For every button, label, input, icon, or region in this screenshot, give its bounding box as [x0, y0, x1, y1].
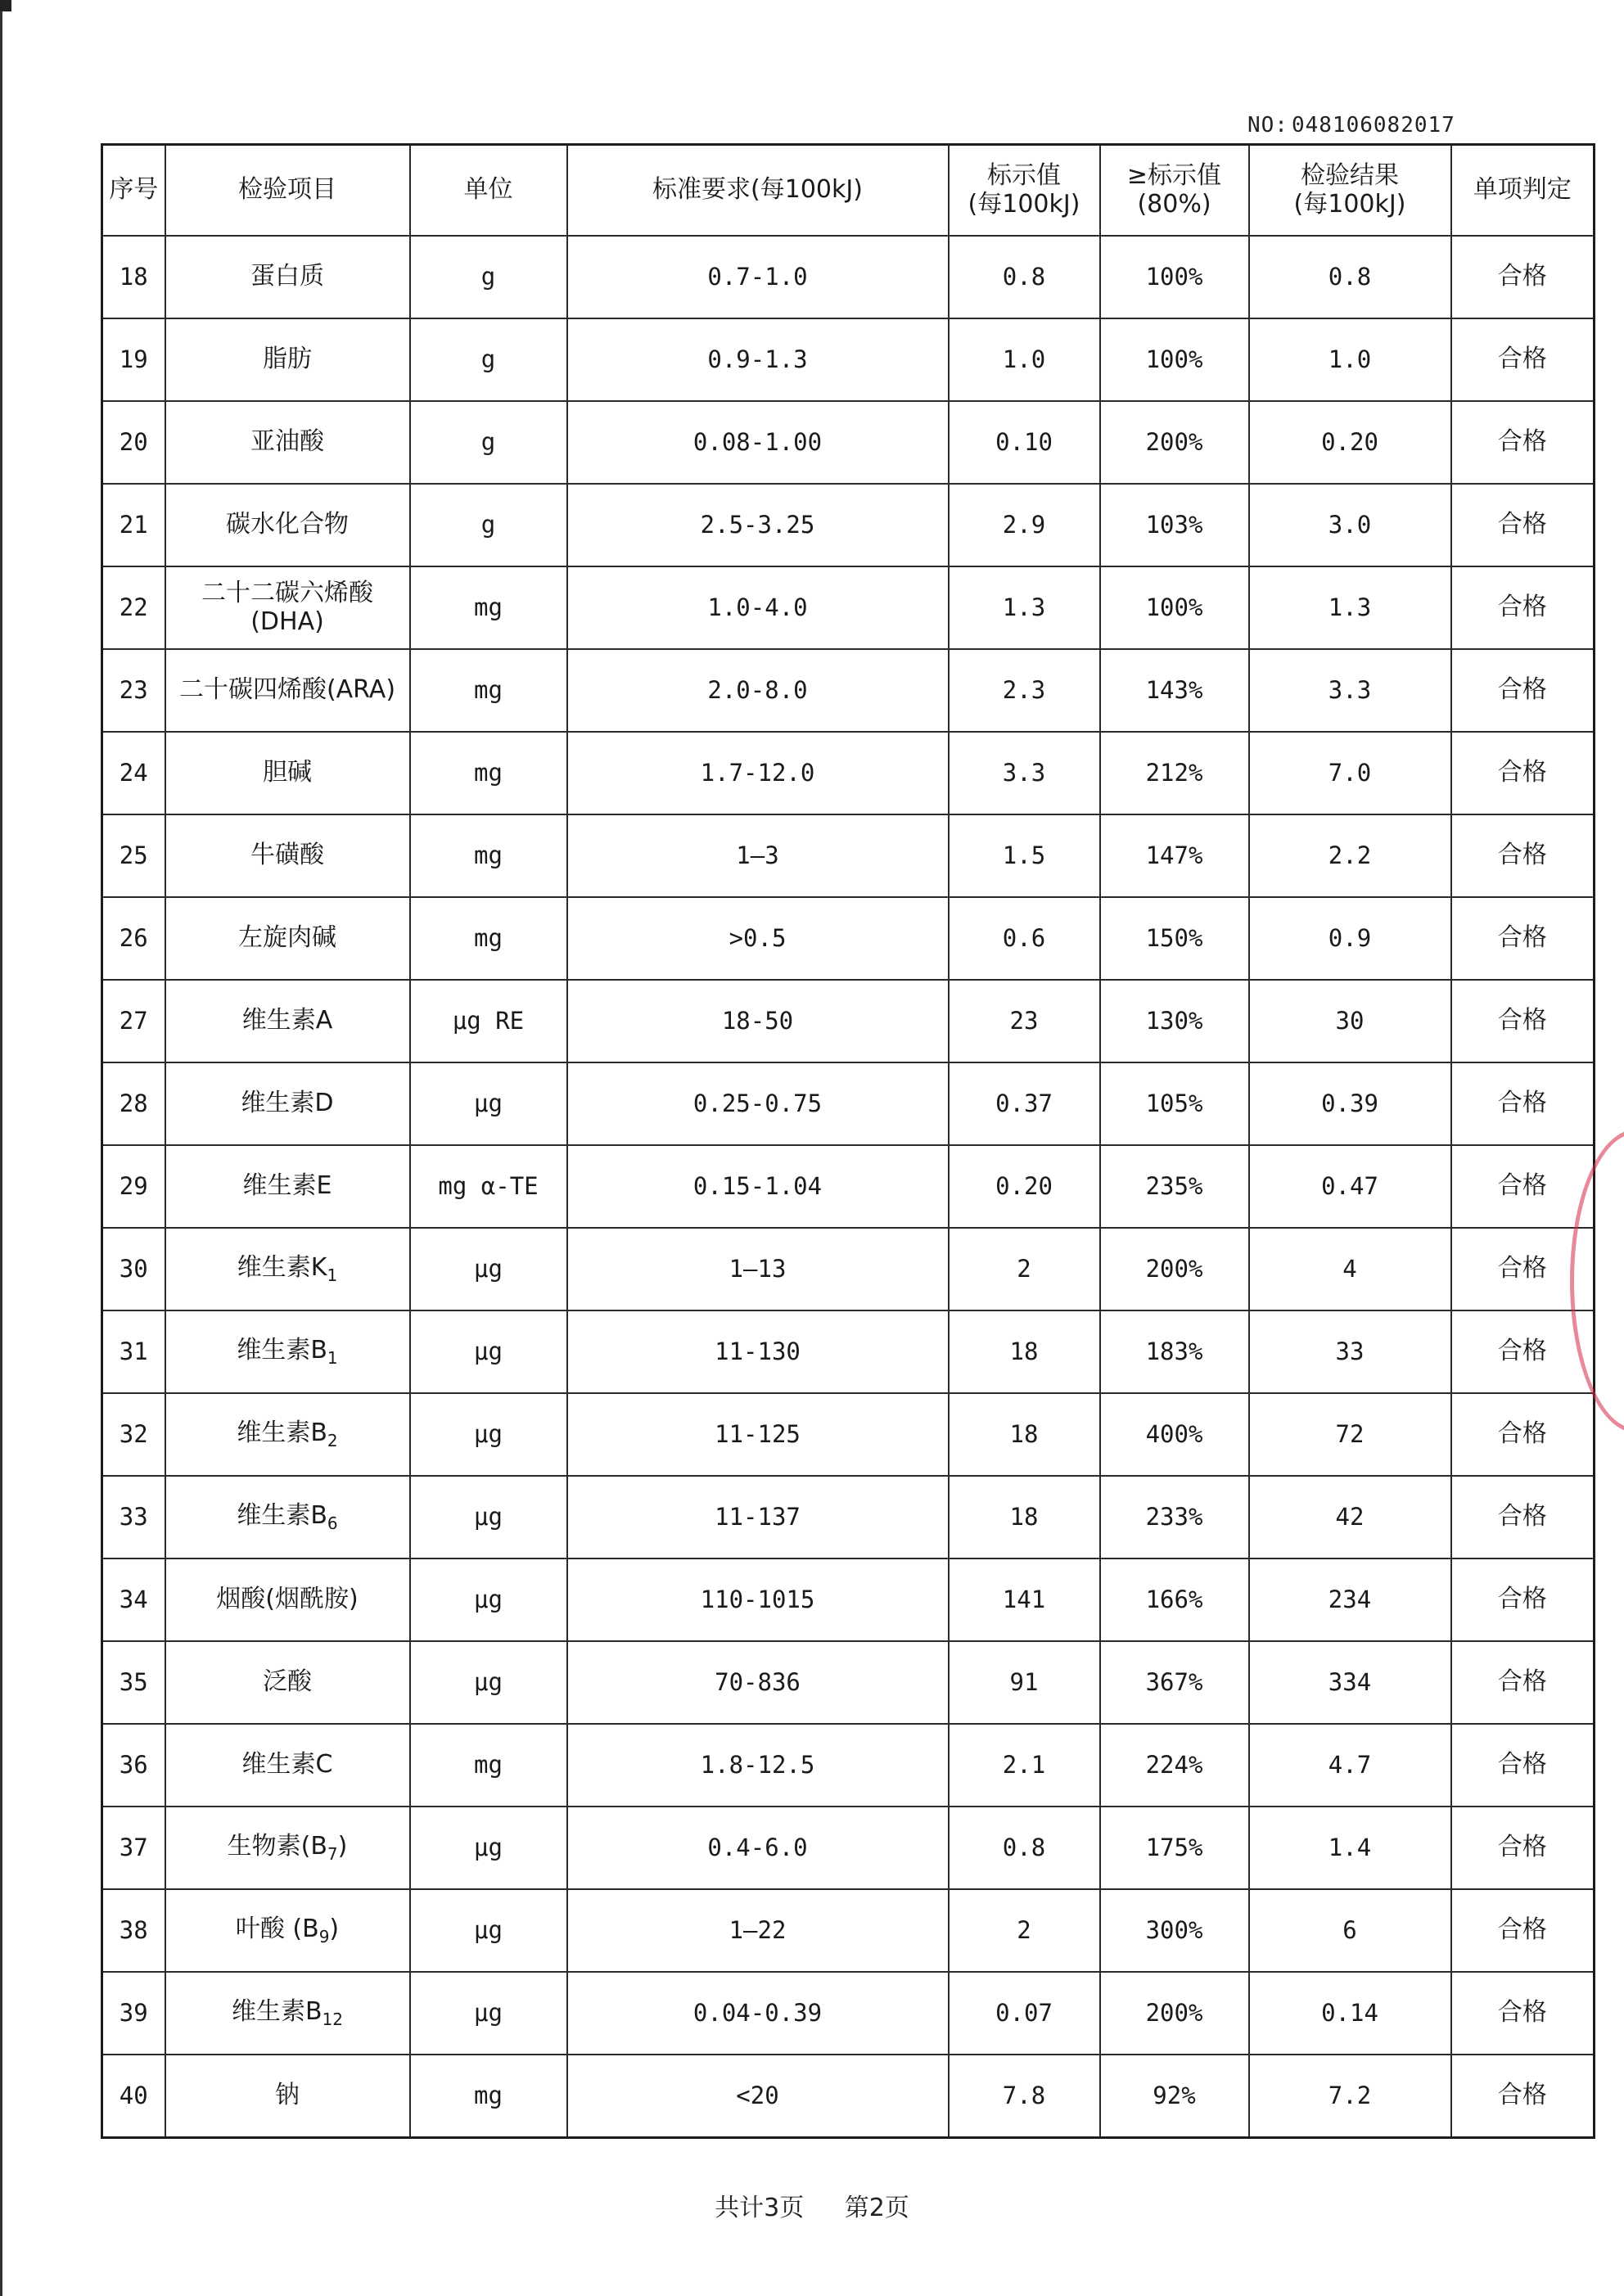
cell-verdict: 合格 — [1451, 236, 1595, 318]
footer-current-page: 第2页 — [844, 2194, 909, 2222]
cell-item — [165, 1558, 410, 1641]
cell-ratio: 200% — [1100, 1228, 1249, 1310]
cell-verdict: 合格 — [1451, 401, 1595, 484]
cell-unit: mg — [410, 566, 567, 649]
cell-result: 234 — [1249, 1558, 1451, 1641]
cell-result: 4.7 — [1249, 1724, 1451, 1807]
cell-index: 28 — [102, 1062, 165, 1145]
cell-item — [165, 980, 410, 1062]
cell-verdict: 合格 — [1451, 1641, 1595, 1724]
cell-result: 42 — [1249, 1476, 1451, 1558]
report-number — [1247, 113, 1455, 138]
item-name: 二十碳四烯酸(ARA) — [178, 675, 396, 705]
cell-item — [165, 649, 410, 732]
cell-verdict: 合格 — [1451, 1889, 1595, 1972]
cell-index: 31 — [102, 1310, 165, 1393]
cell-verdict: 合格 — [1451, 1807, 1595, 1889]
cell-unit: μg — [410, 1310, 567, 1393]
table-row — [102, 1393, 1595, 1476]
cell-labeled-value: 0.37 — [949, 1062, 1100, 1145]
cell-verdict: 合格 — [1451, 897, 1595, 980]
header-labeled-value-line1: 标示值 — [987, 161, 1061, 190]
cell-verdict: 合格 — [1451, 1724, 1595, 1807]
cell-standard: 0.4-6.0 — [567, 1807, 949, 1889]
table-row — [102, 1889, 1595, 1972]
cell-result: 2.2 — [1249, 814, 1451, 897]
cell-index: 27 — [102, 980, 165, 1062]
cell-labeled-value: 0.10 — [949, 401, 1100, 484]
cell-item — [165, 401, 410, 484]
cell-result: 33 — [1249, 1310, 1451, 1393]
cell-item — [165, 2055, 410, 2138]
cell-ratio: 100% — [1100, 318, 1249, 401]
footer-total-pages: 共计3页 — [715, 2194, 805, 2222]
cell-ratio: 367% — [1100, 1641, 1249, 1724]
page-left-edge — [0, 0, 2, 2296]
cell-result: 72 — [1249, 1393, 1451, 1476]
header-labeled-value — [949, 145, 1100, 237]
cell-labeled-value: 18 — [949, 1476, 1100, 1558]
header-item: 检验项目 — [165, 145, 410, 237]
cell-labeled-value: 18 — [949, 1393, 1100, 1476]
cell-verdict: 合格 — [1451, 1062, 1595, 1145]
item-name-line2: (DHA) — [250, 607, 324, 636]
item-name: 维生素B — [237, 1335, 327, 1365]
cell-result: 0.20 — [1249, 401, 1451, 484]
cell-standard: 1—3 — [567, 814, 949, 897]
cell-index: 37 — [102, 1807, 165, 1889]
cell-result: 334 — [1249, 1641, 1451, 1724]
table-row — [102, 1972, 1595, 2055]
cell-index: 20 — [102, 401, 165, 484]
cell-unit: μg — [410, 1558, 567, 1641]
cell-standard: 1.7-12.0 — [567, 732, 949, 814]
cell-item — [165, 1145, 410, 1228]
table-row — [102, 732, 1595, 814]
item-name: 钠 — [275, 2081, 300, 2110]
header-ratio-line2: (80%) — [1137, 189, 1211, 219]
cell-index: 29 — [102, 1145, 165, 1228]
page-footer — [0, 2187, 1624, 2223]
cell-labeled-value: 3.3 — [949, 732, 1100, 814]
table-row — [102, 318, 1595, 401]
cell-ratio: 233% — [1100, 1476, 1249, 1558]
cell-ratio: 105% — [1100, 1062, 1249, 1145]
report-number-value: 048106082017 — [1291, 113, 1455, 138]
cell-unit: mg — [410, 1724, 567, 1807]
cell-verdict: 合格 — [1451, 649, 1595, 732]
table-row — [102, 2055, 1595, 2138]
cell-standard: 1—22 — [567, 1889, 949, 1972]
cell-item — [165, 318, 410, 401]
item-name: 脂肪 — [263, 345, 312, 374]
cell-standard: 18-50 — [567, 980, 949, 1062]
cell-labeled-value: 0.8 — [949, 1807, 1100, 1889]
table-body — [102, 236, 1595, 2138]
cell-verdict: 合格 — [1451, 814, 1595, 897]
table-row — [102, 1062, 1595, 1145]
cell-verdict: 合格 — [1451, 2055, 1595, 2138]
item-name: 生物素(B — [227, 1831, 327, 1861]
header-ratio — [1100, 145, 1249, 237]
cell-item — [165, 1393, 410, 1476]
table-row — [102, 484, 1595, 566]
cell-verdict: 合格 — [1451, 1476, 1595, 1558]
cell-ratio: 200% — [1100, 401, 1249, 484]
table-row — [102, 1807, 1595, 1889]
cell-verdict: 合格 — [1451, 566, 1595, 649]
item-subscript: 2 — [327, 1430, 338, 1450]
cell-item — [165, 732, 410, 814]
cell-labeled-value: 23 — [949, 980, 1100, 1062]
table-row — [102, 1310, 1595, 1393]
cell-standard: 110-1015 — [567, 1558, 949, 1641]
scan-corner-mark — [0, 0, 11, 11]
cell-labeled-value: 2.1 — [949, 1724, 1100, 1807]
item-name: 维生素B — [231, 1996, 323, 2026]
cell-labeled-value: 2 — [949, 1228, 1100, 1310]
cell-unit: μg — [410, 1393, 567, 1476]
inspection-results-table — [101, 143, 1595, 2139]
cell-ratio: 200% — [1100, 1972, 1249, 2055]
cell-standard: 2.5-3.25 — [567, 484, 949, 566]
cell-result: 3.3 — [1249, 649, 1451, 732]
cell-item — [165, 1724, 410, 1807]
table-row — [102, 1145, 1595, 1228]
cell-unit: mg α-TE — [410, 1145, 567, 1228]
cell-unit: μg — [410, 1641, 567, 1724]
cell-result: 6 — [1249, 1889, 1451, 1972]
cell-unit: mg — [410, 2055, 567, 2138]
cell-unit: μg — [410, 1476, 567, 1558]
cell-index: 30 — [102, 1228, 165, 1310]
cell-verdict: 合格 — [1451, 484, 1595, 566]
table-row — [102, 1641, 1595, 1724]
item-name-tail: ) — [337, 1831, 348, 1861]
cell-ratio: 100% — [1100, 236, 1249, 318]
cell-result: 0.39 — [1249, 1062, 1451, 1145]
cell-standard: 70-836 — [567, 1641, 949, 1724]
cell-result: 30 — [1249, 980, 1451, 1062]
item-name: 碳水化合物 — [226, 510, 349, 539]
cell-item — [165, 566, 410, 649]
cell-verdict: 合格 — [1451, 1558, 1595, 1641]
cell-labeled-value: 2.3 — [949, 649, 1100, 732]
item-name: 叶酸 (B — [235, 1914, 319, 1943]
cell-item — [165, 1889, 410, 1972]
header-index: 序号 — [102, 145, 165, 237]
table-row — [102, 236, 1595, 318]
cell-item — [165, 1476, 410, 1558]
cell-labeled-value: 1.5 — [949, 814, 1100, 897]
item-subscript: 1 — [327, 1347, 338, 1368]
cell-item — [165, 1228, 410, 1310]
cell-ratio: 166% — [1100, 1558, 1249, 1641]
cell-verdict: 合格 — [1451, 1310, 1595, 1393]
cell-index: 25 — [102, 814, 165, 897]
cell-index: 23 — [102, 649, 165, 732]
item-name: 维生素A — [241, 1006, 333, 1035]
item-name: 烟酸(烟酰胺) — [216, 1585, 359, 1614]
cell-index: 40 — [102, 2055, 165, 2138]
cell-standard: 1—13 — [567, 1228, 949, 1310]
header-result — [1249, 145, 1451, 237]
table-row — [102, 897, 1595, 980]
cell-unit: μg — [410, 1228, 567, 1310]
cell-index: 34 — [102, 1558, 165, 1641]
cell-ratio: 183% — [1100, 1310, 1249, 1393]
cell-item — [165, 1807, 410, 1889]
cell-ratio: 143% — [1100, 649, 1249, 732]
cell-result: 1.3 — [1249, 566, 1451, 649]
cell-index: 21 — [102, 484, 165, 566]
cell-unit: μg — [410, 1062, 567, 1145]
item-name: 亚油酸 — [250, 427, 324, 457]
table-row — [102, 980, 1595, 1062]
cell-standard: 11-137 — [567, 1476, 949, 1558]
item-name-tail: ) — [329, 1914, 340, 1943]
cell-index: 22 — [102, 566, 165, 649]
table-row — [102, 401, 1595, 484]
cell-index: 39 — [102, 1972, 165, 2055]
cell-unit: μg — [410, 1807, 567, 1889]
item-name: 蛋白质 — [250, 262, 324, 291]
item-name: 维生素B — [237, 1500, 327, 1530]
cell-ratio: 400% — [1100, 1393, 1249, 1476]
cell-unit: g — [410, 318, 567, 401]
cell-item — [165, 1641, 410, 1724]
cell-index: 26 — [102, 897, 165, 980]
item-name: 维生素E — [242, 1171, 332, 1201]
cell-labeled-value: 0.20 — [949, 1145, 1100, 1228]
cell-verdict: 合格 — [1451, 1972, 1595, 2055]
cell-item — [165, 1310, 410, 1393]
cell-item — [165, 814, 410, 897]
cell-standard: 1.0-4.0 — [567, 566, 949, 649]
cell-labeled-value: 0.6 — [949, 897, 1100, 980]
report-number-label: NO: — [1247, 113, 1288, 138]
cell-item — [165, 897, 410, 980]
cell-unit: mg — [410, 732, 567, 814]
table-row — [102, 1558, 1595, 1641]
cell-verdict: 合格 — [1451, 1145, 1595, 1228]
cell-labeled-value: 2.9 — [949, 484, 1100, 566]
header-labeled-value-line2: (每100kJ) — [968, 189, 1080, 219]
cell-unit: g — [410, 401, 567, 484]
table-row — [102, 649, 1595, 732]
table-header-row — [102, 145, 1595, 237]
header-result-line1: 检验结果 — [1301, 161, 1399, 190]
cell-item — [165, 236, 410, 318]
item-name: 二十二碳六烯酸 — [201, 579, 373, 607]
cell-verdict: 合格 — [1451, 732, 1595, 814]
item-subscript: 9 — [318, 1926, 330, 1946]
cell-result: 7.0 — [1249, 732, 1451, 814]
cell-ratio: 300% — [1100, 1889, 1249, 1972]
cell-result: 1.4 — [1249, 1807, 1451, 1889]
cell-verdict: 合格 — [1451, 1393, 1595, 1476]
cell-ratio: 224% — [1100, 1724, 1249, 1807]
cell-standard: >0.5 — [567, 897, 949, 980]
cell-standard: 0.08-1.00 — [567, 401, 949, 484]
cell-standard: 11-130 — [567, 1310, 949, 1393]
cell-labeled-value: 7.8 — [949, 2055, 1100, 2138]
cell-ratio: 100% — [1100, 566, 1249, 649]
table-row — [102, 814, 1595, 897]
table-row — [102, 1476, 1595, 1558]
cell-labeled-value: 0.8 — [949, 236, 1100, 318]
cell-standard: 2.0-8.0 — [567, 649, 949, 732]
cell-ratio: 147% — [1100, 814, 1249, 897]
header-unit: 单位 — [410, 145, 567, 237]
cell-standard: 0.25-0.75 — [567, 1062, 949, 1145]
cell-unit: μg — [410, 1889, 567, 1972]
item-name: 左旋肉碱 — [238, 923, 336, 953]
cell-ratio: 212% — [1100, 732, 1249, 814]
cell-index: 36 — [102, 1724, 165, 1807]
cell-standard: 1.8-12.5 — [567, 1724, 949, 1807]
cell-verdict: 合格 — [1451, 1228, 1595, 1310]
cell-item — [165, 1062, 410, 1145]
cell-unit: μg RE — [410, 980, 567, 1062]
table-row — [102, 566, 1595, 649]
cell-result: 3.0 — [1249, 484, 1451, 566]
cell-unit: g — [410, 236, 567, 318]
cell-index: 24 — [102, 732, 165, 814]
cell-unit: g — [410, 484, 567, 566]
cell-ratio: 92% — [1100, 2055, 1249, 2138]
cell-standard: 0.9-1.3 — [567, 318, 949, 401]
cell-index: 19 — [102, 318, 165, 401]
cell-standard: 0.04-0.39 — [567, 1972, 949, 2055]
cell-index: 38 — [102, 1889, 165, 1972]
table-row — [102, 1724, 1595, 1807]
item-name: 泛酸 — [263, 1667, 312, 1697]
header-verdict: 单项判定 — [1451, 145, 1595, 237]
table-header — [102, 145, 1595, 237]
cell-index: 35 — [102, 1641, 165, 1724]
cell-unit: mg — [410, 897, 567, 980]
item-name: 维生素C — [241, 1750, 333, 1780]
cell-result: 0.14 — [1249, 1972, 1451, 2055]
cell-labeled-value: 0.07 — [949, 1972, 1100, 2055]
item-subscript: 7 — [327, 1843, 338, 1864]
cell-ratio: 150% — [1100, 897, 1249, 980]
cell-verdict: 合格 — [1451, 318, 1595, 401]
cell-result: 0.9 — [1249, 897, 1451, 980]
cell-ratio: 175% — [1100, 1807, 1249, 1889]
cell-standard: 0.15-1.04 — [567, 1145, 949, 1228]
cell-index: 33 — [102, 1476, 165, 1558]
cell-standard: 11-125 — [567, 1393, 949, 1476]
table-row — [102, 1228, 1595, 1310]
header-standard: 标准要求(每100kJ) — [567, 145, 949, 237]
cell-index: 18 — [102, 236, 165, 318]
cell-result: 1.0 — [1249, 318, 1451, 401]
cell-labeled-value: 1.3 — [949, 566, 1100, 649]
cell-unit: mg — [410, 649, 567, 732]
cell-ratio: 103% — [1100, 484, 1249, 566]
cell-result: 0.8 — [1249, 236, 1451, 318]
cell-standard: 0.7-1.0 — [567, 236, 949, 318]
cell-index: 32 — [102, 1393, 165, 1476]
cell-labeled-value: 1.0 — [949, 318, 1100, 401]
cell-labeled-value: 91 — [949, 1641, 1100, 1724]
cell-item — [165, 1972, 410, 2055]
cell-labeled-value: 141 — [949, 1558, 1100, 1641]
cell-standard: <20 — [567, 2055, 949, 2138]
cell-ratio: 130% — [1100, 980, 1249, 1062]
item-subscript: 1 — [327, 1265, 338, 1285]
item-name: 胆碱 — [263, 758, 312, 787]
item-name: 牛磺酸 — [250, 841, 324, 870]
item-subscript: 6 — [327, 1513, 338, 1533]
item-subscript: 12 — [322, 2009, 344, 2029]
cell-unit: mg — [410, 814, 567, 897]
header-ratio-line1: ≥标示值 — [1126, 161, 1222, 190]
cell-unit: μg — [410, 1972, 567, 2055]
cell-labeled-value: 18 — [949, 1310, 1100, 1393]
cell-result: 0.47 — [1249, 1145, 1451, 1228]
cell-labeled-value: 2 — [949, 1889, 1100, 1972]
cell-result: 7.2 — [1249, 2055, 1451, 2138]
header-result-line2: (每100kJ) — [1293, 189, 1406, 219]
cell-item — [165, 484, 410, 566]
cell-result: 4 — [1249, 1228, 1451, 1310]
item-name: 维生素K — [237, 1252, 327, 1282]
item-name: 维生素D — [241, 1089, 334, 1118]
item-name: 维生素B — [237, 1418, 327, 1447]
cell-verdict: 合格 — [1451, 980, 1595, 1062]
cell-ratio: 235% — [1100, 1145, 1249, 1228]
